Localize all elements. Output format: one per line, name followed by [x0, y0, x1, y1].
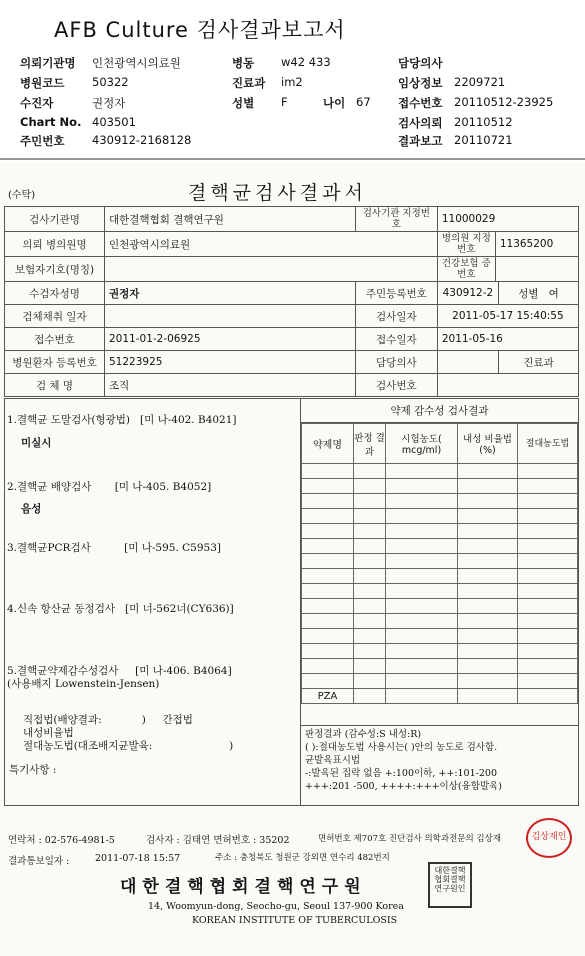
- reg-label: 병원환자 등록번호: [5, 351, 105, 374]
- header-divider: [0, 158, 585, 160]
- test-1-code: [미 나-402. B4021]: [140, 414, 237, 426]
- institute-name-en: KOREAN INSTITUTE OF TUBERCULOSIS: [192, 915, 398, 926]
- report-header: [0, 0, 585, 160]
- org-no-label: 검사기관 지정번호: [355, 207, 437, 232]
- org-value: 대한결핵협회 결핵연구원: [105, 207, 356, 232]
- sensitivity-legend: [301, 725, 578, 805]
- recv-no-value: 2011-01-2-06925: [105, 328, 356, 351]
- col-absolute: 절대농도법: [518, 424, 578, 464]
- tester-no-value: [437, 374, 578, 397]
- tests-column: [5, 399, 301, 805]
- patient-info-table: [4, 206, 579, 397]
- results-section: [4, 398, 579, 806]
- label-ward: 병동: [232, 56, 255, 70]
- test-5-name: 5.결핵균약제감수성검사: [7, 665, 119, 677]
- test-1-name: 1.결핵균 도말검사(형광법): [7, 414, 130, 426]
- label-request-date: 검사의뢰: [398, 116, 443, 130]
- req-value: 인천광역시의료원: [105, 232, 438, 257]
- reg-value: 51223925: [105, 351, 356, 374]
- recv-date-label: 접수일자: [355, 328, 437, 351]
- sex-value: 여: [548, 287, 559, 300]
- institute-stamp-text: 대한결핵협회결핵연구원인: [434, 866, 466, 893]
- test-5-result: (사용배지 Lowenstein-Jensen): [7, 678, 160, 690]
- col-conc: 시험농도( mcg/ml): [386, 424, 458, 464]
- drug-pza: PZA: [302, 689, 354, 704]
- insured-value: [105, 257, 438, 282]
- test-3-code: [미 나-595. C5953]: [124, 542, 221, 554]
- health-label: 건강보험 증번호: [437, 257, 495, 282]
- label-receipt: 접수번호: [398, 96, 443, 110]
- sensitivity-table: [301, 423, 578, 704]
- footer-phone: 연락처 : 02-576-4981-5: [8, 835, 115, 846]
- test-date-label: 검사일자: [355, 305, 437, 328]
- method-absolute: 절대농도법(대조배지균발육:: [23, 740, 153, 752]
- value-sex: F: [281, 95, 288, 109]
- label-clinical: 임상정보: [398, 76, 443, 90]
- test-2-code: [미 나-405. B4052]: [114, 481, 212, 493]
- legend-line-2: ( ):절대농도법 사용시는( )안의 농도로 검사함.: [305, 742, 498, 753]
- legend-line-3: 균발육표시법: [305, 755, 361, 766]
- test-3-name: 3.결핵균PCR검사: [7, 542, 91, 554]
- test-5-code: [미 나-406. B4064]: [135, 665, 232, 677]
- rrn-label: 주민등록번호: [355, 282, 437, 305]
- institute-name: 대한결핵협회결핵연구원: [120, 877, 367, 897]
- label-hospcode: 병원코드: [20, 76, 65, 90]
- label-rrn: 주민번호: [20, 134, 65, 148]
- institute-address-en: 14, Woomyun-dong, Seocho-gu, Seoul 137-900 Korea: [148, 901, 404, 912]
- consignment-stamp: (수탁): [8, 190, 36, 201]
- doctor-value: [437, 351, 498, 374]
- collect-value: [105, 305, 356, 328]
- test-date-value: 2011-05-17 15:40:55: [437, 305, 578, 328]
- label-patient: 수진자: [20, 96, 54, 110]
- label-sex: 성별: [232, 96, 255, 110]
- insured-label: 보험자기호(명칭): [5, 257, 105, 282]
- label-report-date: 결과보고: [398, 134, 443, 148]
- method-direct: 직접법(배양결과:: [23, 714, 102, 726]
- value-patient: 권정자: [92, 96, 126, 110]
- value-rrn: 430912-2168128: [92, 133, 192, 147]
- director-seal: [526, 818, 572, 858]
- sensitivity-title: 약제 감수성 검사결과: [301, 399, 578, 423]
- specimen-value: 조직: [105, 374, 356, 397]
- institute-stamp: [428, 862, 472, 908]
- hosp-no-label: 병의원 지정번호: [437, 232, 495, 257]
- org-label: 검사기관명: [5, 207, 105, 232]
- footer-address-kr: 주소 : 충청북도 청원군 강외면 연수리 482번지: [215, 853, 390, 863]
- legend-line-4: -:발육된 집락 없음 +:100이하, ++:101-200: [305, 768, 497, 779]
- value-age: 67: [356, 95, 371, 109]
- method-indirect: 간접법: [162, 714, 193, 726]
- label-age: 나이: [323, 96, 346, 110]
- seal-text: 김상재인: [531, 832, 567, 842]
- footer-notify-label: 결과통보일자 :: [8, 856, 70, 867]
- label-requester: 의뢰기관명: [20, 56, 76, 70]
- health-value: [495, 257, 578, 282]
- tester-no-label: 검사번호: [355, 374, 437, 397]
- org-no-value: 11000029: [437, 207, 578, 232]
- recv-no-label: 접수번호: [5, 328, 105, 351]
- report-title: 결핵균검사결과서: [188, 182, 367, 204]
- recv-date-value: 2011-05-16: [437, 328, 578, 351]
- dept-label: 진료과: [499, 351, 579, 374]
- remarks-label: 특기사항 :: [9, 764, 57, 776]
- label-dept: 진료과: [232, 76, 266, 90]
- hosp-no-value: 11365200: [495, 232, 578, 257]
- col-ratio: 내성 비율법(%): [458, 424, 518, 464]
- method-direct-close: ): [141, 714, 146, 726]
- legend-line-5: +++:201 -500, ++++:+++이상(융합발육): [305, 781, 503, 792]
- req-label: 의뢰 병의원명: [5, 232, 105, 257]
- value-request-date: 20110512: [454, 115, 513, 129]
- label-chart: Chart No.: [20, 115, 82, 129]
- sensitivity-column: [301, 399, 578, 805]
- header-title: AFB Culture 검사결과보고서: [54, 18, 346, 42]
- legend-line-1: 판정결과 (감수성:S 내성:R): [305, 729, 422, 740]
- test-2-result: 음성: [21, 503, 42, 515]
- patient-label: 수검자성명: [5, 282, 105, 305]
- patient-value: 권정자: [105, 282, 356, 305]
- method-absolute-close: ): [229, 740, 234, 752]
- value-clinical: 2209721: [454, 75, 506, 89]
- test-1-result: 미실시: [21, 437, 52, 449]
- value-requester: 인천광역시의료원: [92, 56, 181, 70]
- test-4-code: [미 너-562너(CY636)]: [125, 603, 234, 615]
- value-dept: im2: [281, 75, 303, 89]
- method-ratio: 내성비율법: [23, 727, 74, 739]
- value-hospcode: 50322: [92, 75, 129, 89]
- value-report-date: 20110721: [454, 133, 513, 147]
- label-doctor: 담당의사: [398, 56, 443, 70]
- specimen-label: 검 체 명: [5, 374, 105, 397]
- col-result: 판정 결과: [354, 424, 386, 464]
- footer-notify-value: 2011-07-18 15:57: [95, 853, 181, 864]
- sex-label: 성별: [518, 287, 539, 300]
- doctor-label: 담당의사: [355, 351, 437, 374]
- footer-license: 면허번호 제707호 진단검사 의학과전문의 김상재: [318, 834, 502, 844]
- collect-label: 검체채취 일자: [5, 305, 105, 328]
- rrn-value: 430912-2: [437, 282, 498, 305]
- value-receipt: 20110512-23925: [454, 95, 554, 109]
- test-4-name: 4.신속 항산균 동정검사: [7, 603, 115, 615]
- footer-tester: 검사자 : 김태연 면허번호 : 35202: [146, 835, 290, 846]
- col-drug: 약제명: [302, 424, 354, 464]
- value-ward: w42 433: [281, 55, 331, 69]
- value-chart: 403501: [92, 115, 136, 129]
- test-2-name: 2.결핵균 배양검사: [7, 481, 92, 493]
